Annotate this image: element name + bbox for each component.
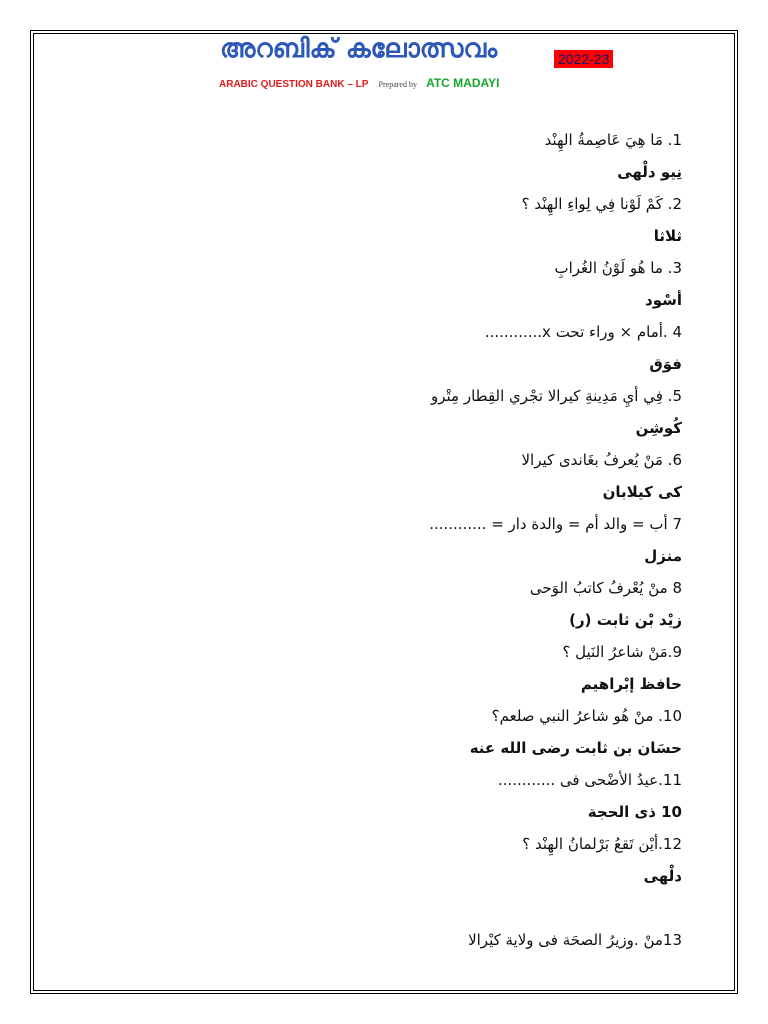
- question-line: 11.عيدُ الأضْحى فى ............: [497, 771, 682, 789]
- question-bank-label: ARABIC QUESTION BANK – LP: [219, 79, 369, 90]
- question-line: 13منْ .وزيرُ الصحَة فى ولاية كيْرالا: [468, 931, 682, 949]
- answer-line: ثلاثا: [653, 227, 682, 245]
- prepared-by-label: Prepared by: [378, 80, 417, 89]
- blank-line: [82, 892, 682, 924]
- question-line: 1. مَا هِيَ عَاصِمةُ الهِنْد: [544, 131, 682, 149]
- question-line: 7 أب = والد أم = والدة دار = ............: [429, 515, 682, 533]
- question-line: 10. منْ هُو شاعرُ النبي صلعم؟: [491, 707, 682, 725]
- question-list: [82, 124, 682, 956]
- question-line: 12.أيْن تَقعُ بَرْلمانُ الهِنْد ؟: [522, 835, 682, 853]
- question-line: 9.مَنْ شاعرُ النَيل ؟: [562, 643, 682, 661]
- author-name: ATC MADAYI: [426, 76, 500, 90]
- document-title: അറബിക് കലോത്സവം: [220, 34, 498, 64]
- answer-line: نِيو دلْهى: [617, 163, 682, 181]
- question-line: 6. مَنْ يُعرفُ بغَاندى كيرالا: [521, 451, 682, 469]
- answer-line: كُوشِن: [635, 419, 682, 437]
- answer-line: حافظ إبْراهيم: [580, 675, 682, 693]
- question-line: 5. فِي أيِ مَدِينةِ كيرالا تجْري القِطار مِتْرو: [431, 387, 682, 405]
- answer-line: حسَان بن ثابت رضى الله عنه: [469, 739, 682, 757]
- question-line: 8 منْ يُعْرفُ كاتبُ الوَحى: [529, 579, 682, 597]
- answer-line: زيْد بْن ثابت (ر): [569, 611, 682, 629]
- answer-line: كى كيلابان: [602, 483, 682, 501]
- year-badge: 2022-23: [554, 50, 613, 68]
- answer-line: أسْود: [645, 291, 682, 309]
- question-line: 3. ما هُو لَوْنُ الغُرابِ: [554, 259, 682, 277]
- answer-line: 10 ذى الحجة: [587, 803, 682, 821]
- answer-line: دلْهى: [643, 867, 682, 885]
- question-line: 2. كَمْ لَوْنا فِي لِواءِ الهِنْد ؟: [521, 195, 682, 213]
- subtitle-line: [219, 75, 499, 92]
- question-line: 4 .أمام × وراء تحت x............: [484, 323, 682, 341]
- answer-line: منزل: [644, 547, 682, 565]
- answer-line: فوَق: [649, 355, 682, 373]
